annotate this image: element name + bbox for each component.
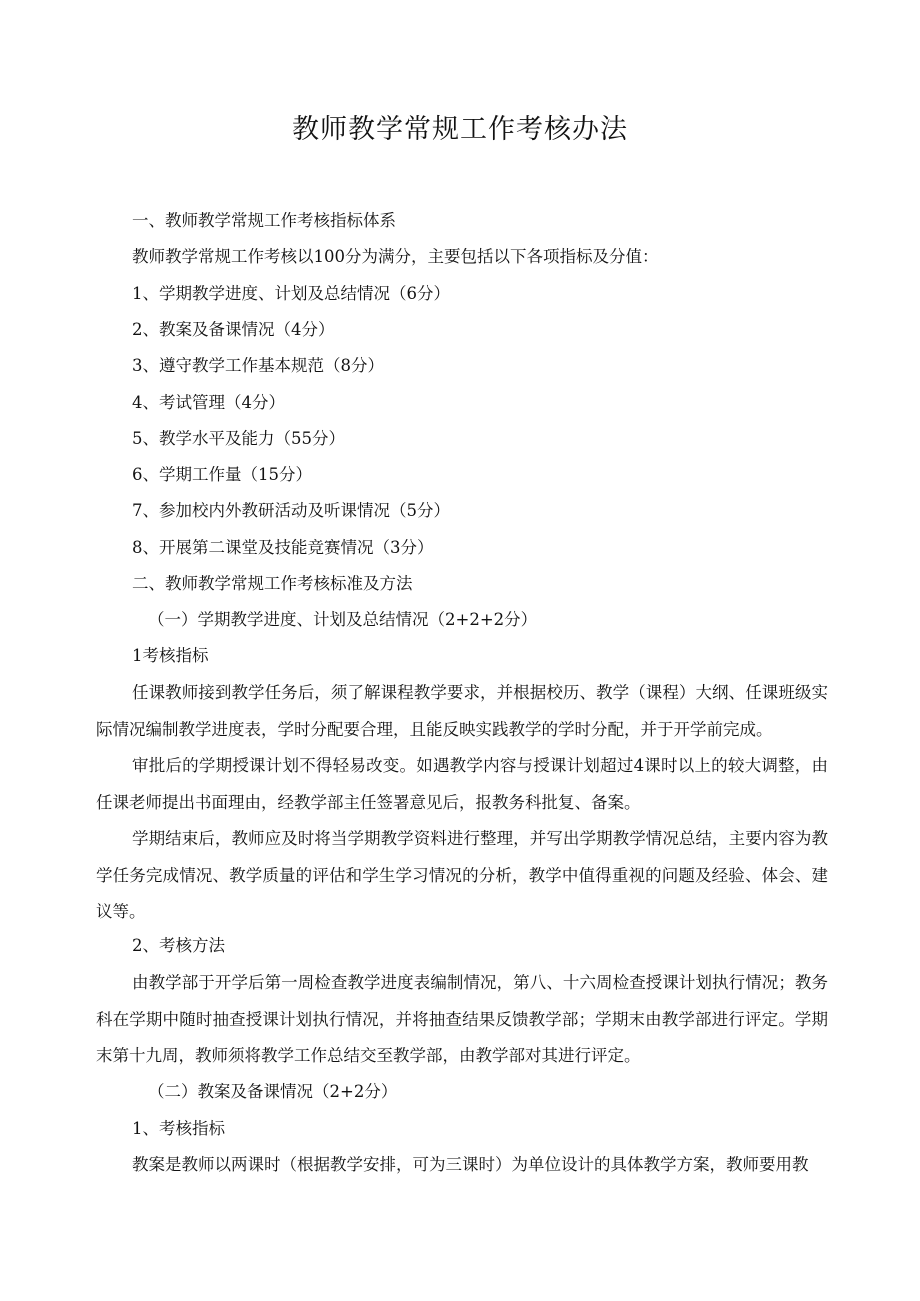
paragraph-3: 学期结束后，教师应及时将当学期教学资料进行整理，并写出学期教学情况总结，主要内容为教学任务完成情况、教学质量的评估和学生学习情况的分析，教学中值得重视的问题及经验、体会、建议等。: [96, 829, 828, 921]
document-title: 教师教学常规工作考核办法: [292, 114, 628, 145]
indicator-item-4: 4、考试管理（4分）: [132, 393, 285, 412]
section-heading-2: 二、教师教学常规工作考核标准及方法: [132, 574, 413, 593]
section-heading-1: 一、教师教学常规工作考核指标体系: [132, 211, 396, 230]
indicator-item-3: 3、遵守教学工作基本规范（8分）: [132, 356, 384, 375]
subsection-1-criteria-heading: 1考核指标: [132, 646, 209, 665]
paragraph-2: 审批后的学期授课计划不得轻易改变。如遇教学内容与授课计划超过4课时以上的较大调整，由任课老师提出书面理由，经教学部主任签署意见后，报教务科批复、备案。: [96, 756, 828, 812]
subsection-heading-2: （二）教案及备课情况（2+2分）: [148, 1082, 398, 1101]
subsection-1-method-heading: 2、考核方法: [132, 936, 225, 955]
intro-text: 教师教学常规工作考核以100分为满分，主要包括以下各项指标及分值：: [132, 247, 659, 266]
indicator-item-6: 6、学期工作量（15分）: [132, 465, 312, 484]
paragraph-4: 由教学部于开学后第一周检查教学进度表编制情况，第八、十六周检查授课计划执行情况；教务科在学期中随时抽查授课计划执行情况，并将抽查结果反馈教学部；学期末由教学部进行评定。学期末第十九周，教师须将教学工作总结交至教学部，由教学部对其进行评定。: [96, 973, 828, 1065]
indicator-item-8: 8、开展第二课堂及技能竞赛情况（3分）: [132, 538, 434, 557]
paragraph-5: 教案是教师以两课时（根据教学安排，可为三课时）为单位设计的具体教学方案，教师要用教: [132, 1155, 809, 1174]
indicator-item-2: 2、教案及备课情况（4分）: [132, 320, 335, 339]
indicator-item-5: 5、教学水平及能力（55分）: [132, 429, 345, 448]
paragraph-1: 任课教师接到教学任务后，须了解课程教学要求，并根据校历、教学（课程）大纲、任课班级实际情况编制教学进度表，学时分配要合理，且能反映实践教学的学时分配，并于开学前完成。: [96, 683, 828, 739]
subsection-2-criteria-heading: 1、考核指标: [132, 1119, 225, 1138]
indicator-item-1: 1、学期教学进度、计划及总结情况（6分）: [132, 284, 450, 303]
indicator-item-7: 7、参加校内外教研活动及听课情况（5分）: [132, 501, 450, 520]
subsection-heading-1: （一）学期教学进度、计划及总结情况（2+2+2分）: [148, 610, 538, 629]
